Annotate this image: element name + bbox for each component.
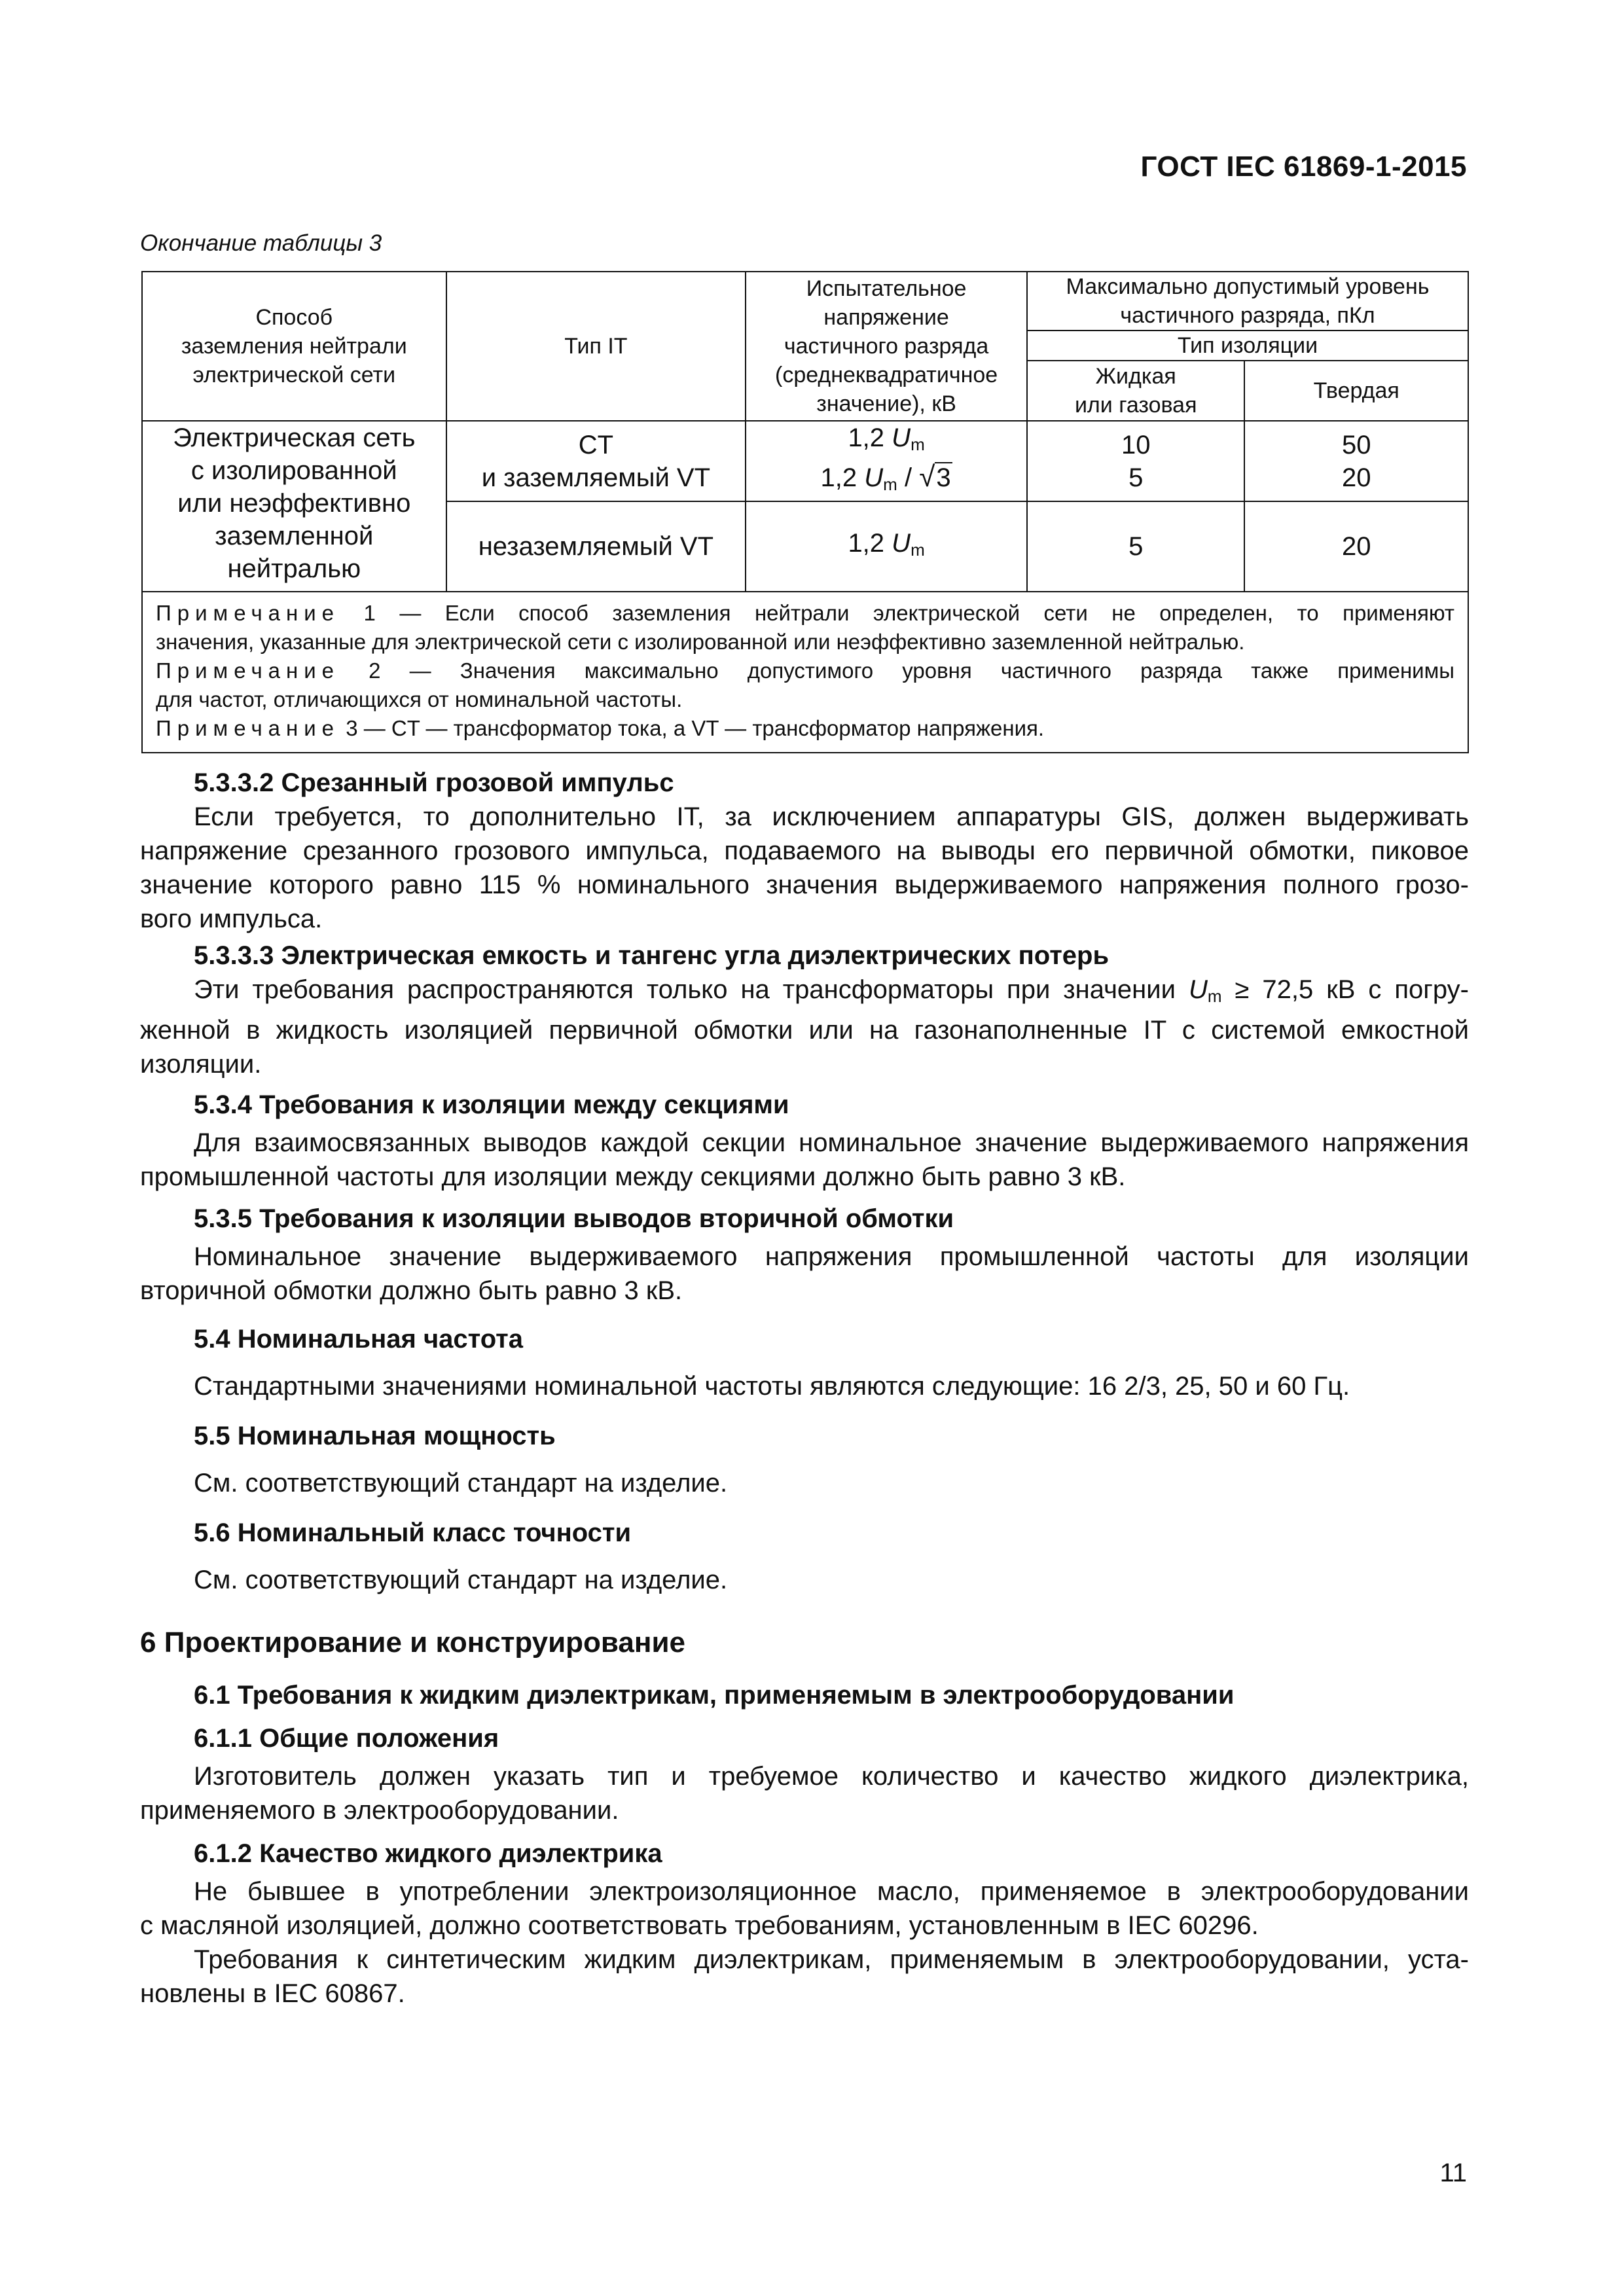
it-type-ungrounded-vt: незаземляемый VT: [446, 501, 746, 592]
para-5-3-3-2: Если требуется, то дополнительно IT, за исключением аппаратуры GIS, должен выдерживать напряжение срезанного грозового импульса, подаваемого на выводы его первичной обмотки, пиковое значение которого равно 115 % номинального значения выдерживаемого напряжения полного грозо- вого импульса.: [140, 802, 1469, 933]
header-it-type: Тип IT: [446, 272, 746, 421]
heading-6-1-1: 6.1.1 Общие положения: [194, 1724, 499, 1753]
test-voltage-cell-1: [746, 421, 1027, 501]
test-voltage-line-1: 1,2 Um: [848, 423, 925, 454]
header-solid: Твердая: [1244, 361, 1468, 421]
test-voltage-cell-2: 1,2 Um: [746, 501, 1027, 592]
para-5-4: Стандартными значениями номинальной частоты являются следующие: 16 2/3, 25, 50 и 60 Гц.: [194, 1372, 1350, 1401]
table-notes: [142, 592, 1468, 753]
heading-5-6: 5.6 Номинальный класс точности: [194, 1518, 632, 1547]
para-5-6: См. соответствующий стандарт на изделие.: [194, 1566, 728, 1594]
header-max-pd-level: Максимально допустимый уровень частичного разряда, пКл: [1027, 272, 1468, 331]
heading-5-3-3-3: 5.3.3.3 Электрическая емкость и тангенс угла диэлектрических потерь: [194, 941, 1110, 970]
heading-6: 6 Проектирование и конструирование: [140, 1626, 685, 1659]
liquid-values-cell-1: 10 5: [1027, 421, 1244, 501]
note-2-line-1: Примечание 2 — Значения максимально допустимого уровня частичного разряда также применимы: [156, 658, 1455, 683]
heading-5-4: 5.4 Номинальная частота: [194, 1325, 524, 1354]
para-6-1-2-a: Не бывшее в употреблении электроизоляционное масло, применяемое в электрооборудовании с масляной изоляцией, должно соответствовать требованиям, установленным в IEC 60296.: [140, 1877, 1469, 1940]
body-text: [140, 766, 1469, 2011]
note-3-line-1: Примечание 3 — CT — трансформатор тока, а VT — трансформатор напряжения.: [156, 716, 1045, 740]
heading-5-5: 5.5 Номинальная мощность: [194, 1422, 556, 1450]
standard-code: ГОСТ IEC 61869-1-2015: [1140, 151, 1467, 183]
heading-5-3-3-2: 5.3.3.2 Срезанный грозовой импульс: [194, 768, 674, 797]
para-5-3-4: Для взаимосвязанных выводов каждой секции номинальное значение выдерживаемого напряжения промышленной частоты для изоляции между секциями должно быть равно 3 кВ.: [140, 1128, 1469, 1191]
heading-5-3-4: 5.3.4 Требования к изоляции между секциями: [194, 1090, 789, 1119]
header-liquid-or-gas: Жидкая или газовая: [1027, 361, 1244, 421]
para-6-1-1: Изготовитель должен указать тип и требуемое количество и качество жидкого диэлектрика, применяемого в электрооборудовании.: [140, 1762, 1469, 1825]
note-1-line-1: Примечание 1 — Если способ заземления нейтрали электрической сети не определен, то применяют: [156, 601, 1454, 625]
solid-values-cell-2: 20: [1244, 501, 1468, 592]
test-voltage-line-2: 1,2 Um / √3: [820, 461, 951, 494]
page-number: 11: [1439, 2159, 1467, 2187]
note-1-line-2: значения, указанные для электрической сети с изолированной или неэффективно заземленной нейтралью.: [156, 630, 1245, 654]
header-grounding-method: Способ заземления нейтрали электрической сети: [142, 272, 446, 421]
para-6-1-2-b: Требования к синтетическим жидким диэлектрикам, применяемым в электрооборудовании, уста- новлены в IEC 60867.: [140, 1945, 1469, 2008]
liquid-values-cell-2: 5: [1027, 501, 1244, 592]
sqrt-symbol: √3: [919, 461, 951, 493]
para-5-3-5: Номинальное значение выдерживаемого напряжения промышленной частоты для изоляции вторичной обмотки должно быть равно 3 кВ.: [140, 1242, 1469, 1305]
header-insulation-type: Тип изоляции: [1027, 331, 1468, 361]
para-5-5: См. соответствующий стандарт на изделие.: [194, 1469, 728, 1498]
heading-6-1: 6.1 Требования к жидким диэлектрикам, применяемым в электрооборудовании: [194, 1681, 1235, 1710]
para-5-3-3-3: Эти требования распространяются только на трансформаторы при значении Um ≥ 72,5 кВ с погру- женной в жидкость изоляцией первичной обмотки или на газонаполненные IT с системой емкостной изоляции.: [140, 975, 1470, 1079]
network-type-cell: Электрическая сеть с изолированной или неэффективно заземленной нейтралью: [142, 421, 446, 592]
note-2-line-2: для частот, отличающихся от номинальной частоты.: [156, 687, 683, 711]
solid-values-cell-1: 50 20: [1244, 421, 1468, 501]
it-type-ct-grounded-vt: CT и заземляемый VT: [446, 421, 746, 501]
table-3: [141, 271, 1469, 753]
heading-5-3-5: 5.3.5 Требования к изоляции выводов вторичной обмотки: [194, 1204, 954, 1233]
header-test-voltage: Испытательное напряжение частичного разряда (среднеквадратичное значение), кВ: [746, 272, 1027, 421]
table-caption: Окончание таблицы 3: [140, 230, 382, 256]
heading-6-1-2: 6.1.2 Качество жидкого диэлектрика: [194, 1839, 662, 1868]
